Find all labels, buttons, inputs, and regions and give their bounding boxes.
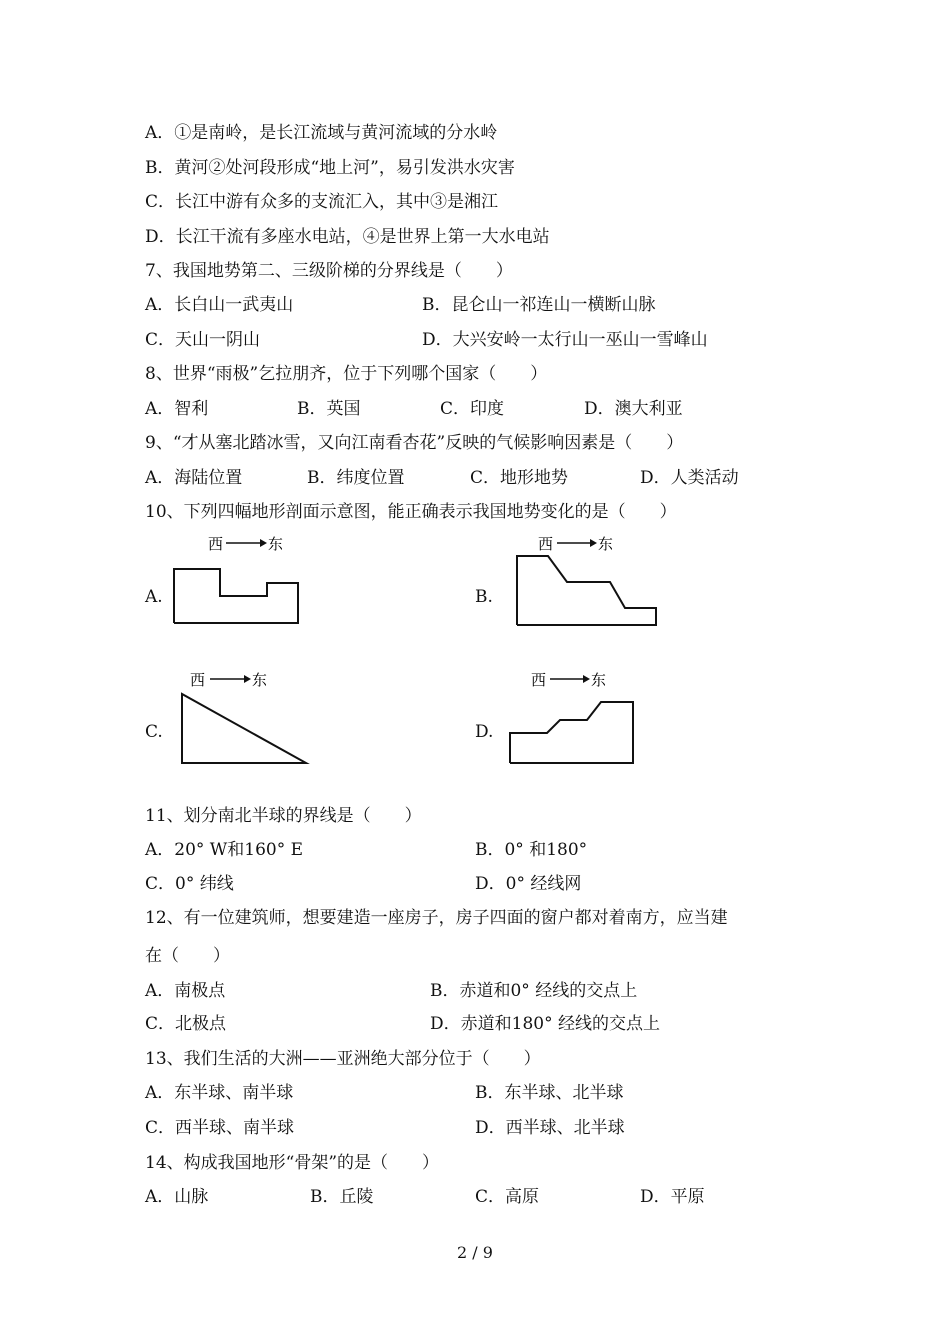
figure-d xyxy=(505,668,645,768)
q14-option-b: B．丘陵 xyxy=(310,1187,374,1207)
q7-option-b: B．昆仑山一祁连山一横断山脉 xyxy=(422,295,656,315)
q12-stem-line1: 12、有一位建筑师，想要建造一座房子，房子四面的窗户都对着南方，应当建 xyxy=(145,908,728,928)
q9-option-d: D．人类活动 xyxy=(640,468,739,488)
q9-option-b: B．纬度位置 xyxy=(307,468,405,488)
q13-option-b: B．东半球、北半球 xyxy=(475,1083,624,1103)
q12-stem-line2: 在（ ） xyxy=(145,946,230,966)
q12-option-d: D．赤道和180° 经线的交点上 xyxy=(430,1014,660,1034)
q8-option-c: C．印度 xyxy=(440,399,505,419)
q14-option-d: D．平原 xyxy=(640,1187,705,1207)
page-number: 2 / 9 xyxy=(457,1243,493,1262)
q12-option-c: C．北极点 xyxy=(145,1014,227,1034)
q12-option-b: B．赤道和0° 经线的交点上 xyxy=(430,981,638,1001)
q13-option-a: A．东半球、南半球 xyxy=(145,1083,294,1103)
q8-option-a: A．智利 xyxy=(145,399,209,419)
figure-c-west: 西 xyxy=(190,671,206,689)
figure-d-label: D. xyxy=(475,722,494,742)
q14-option-a: A．山脉 xyxy=(145,1187,209,1207)
q6-option-c: C．长江中游有众多的支流汇入，其中③是湘江 xyxy=(145,192,499,212)
figure-b-west: 西 xyxy=(538,535,554,553)
q8-option-d: D．澳大利亚 xyxy=(584,399,683,419)
figure-b xyxy=(512,532,662,630)
figure-b-east: 东 xyxy=(598,535,614,553)
figure-c-east: 东 xyxy=(252,671,268,689)
q14-option-c: C．高原 xyxy=(475,1187,540,1207)
q9-option-c: C．地形地势 xyxy=(470,468,569,488)
q7-option-d: D．大兴安岭一太行山一巫山一雪峰山 xyxy=(422,330,708,350)
figure-c-label: C. xyxy=(145,722,163,742)
figure-a-label: A. xyxy=(145,587,163,607)
q11-option-a: A．20° W和160° E xyxy=(145,840,304,860)
figure-a xyxy=(168,532,308,627)
q12-option-a: A．南极点 xyxy=(145,981,226,1001)
q6-option-d: D．长江干流有多座水电站，④是世界上第一大水电站 xyxy=(145,227,550,247)
q9-option-a: A．海陆位置 xyxy=(145,468,243,488)
figure-b-label: B. xyxy=(475,587,493,607)
q13-option-d: D．西半球、北半球 xyxy=(475,1118,625,1138)
q8-stem: 8、世界“雨极”乞拉朋齐，位于下列哪个国家（ ） xyxy=(145,364,548,384)
q11-option-d: D．0° 经线网 xyxy=(475,874,582,894)
figure-d-profile xyxy=(510,702,633,763)
q13-option-c: C．西半球、南半球 xyxy=(145,1118,295,1138)
figure-a-profile xyxy=(174,569,298,623)
q8-option-b: B．英国 xyxy=(297,399,361,419)
q14-stem: 14、构成我国地形“骨架”的是（ ） xyxy=(145,1153,440,1173)
q7-option-a: A．长白山一武夷山 xyxy=(145,295,294,315)
figure-c xyxy=(176,668,312,768)
q11-option-c: C．0° 纬线 xyxy=(145,874,234,894)
q7-stem: 7、我国地势第二、三级阶梯的分界线是（ ） xyxy=(145,261,513,281)
figure-a-west: 西 xyxy=(208,535,224,553)
q9-stem: 9、“才从塞北踏冰雪，又向江南看杏花”反映的气候影响因素是（ ） xyxy=(145,433,684,453)
q6-option-a: A．①是南岭，是长江流域与黄河流域的分水岭 xyxy=(145,123,498,143)
q11-option-b: B．0° 和180° xyxy=(475,840,588,860)
q7-option-c: C．天山一阴山 xyxy=(145,330,261,350)
figure-d-east: 东 xyxy=(591,671,607,689)
figure-c-profile xyxy=(182,694,306,763)
figure-a-east: 东 xyxy=(268,535,284,553)
q11-stem: 11、划分南北半球的界线是（ ） xyxy=(145,806,422,826)
q6-option-b: B．黄河②处河段形成“地上河”，易引发洪水灾害 xyxy=(145,158,515,178)
figure-b-profile xyxy=(517,556,656,625)
q10-stem: 10、下列四幅地形剖面示意图，能正确表示我国地势变化的是（ ） xyxy=(145,502,677,522)
q13-stem: 13、我们生活的大洲——亚洲绝大部分位于（ ） xyxy=(145,1049,541,1069)
figure-d-west: 西 xyxy=(531,671,547,689)
